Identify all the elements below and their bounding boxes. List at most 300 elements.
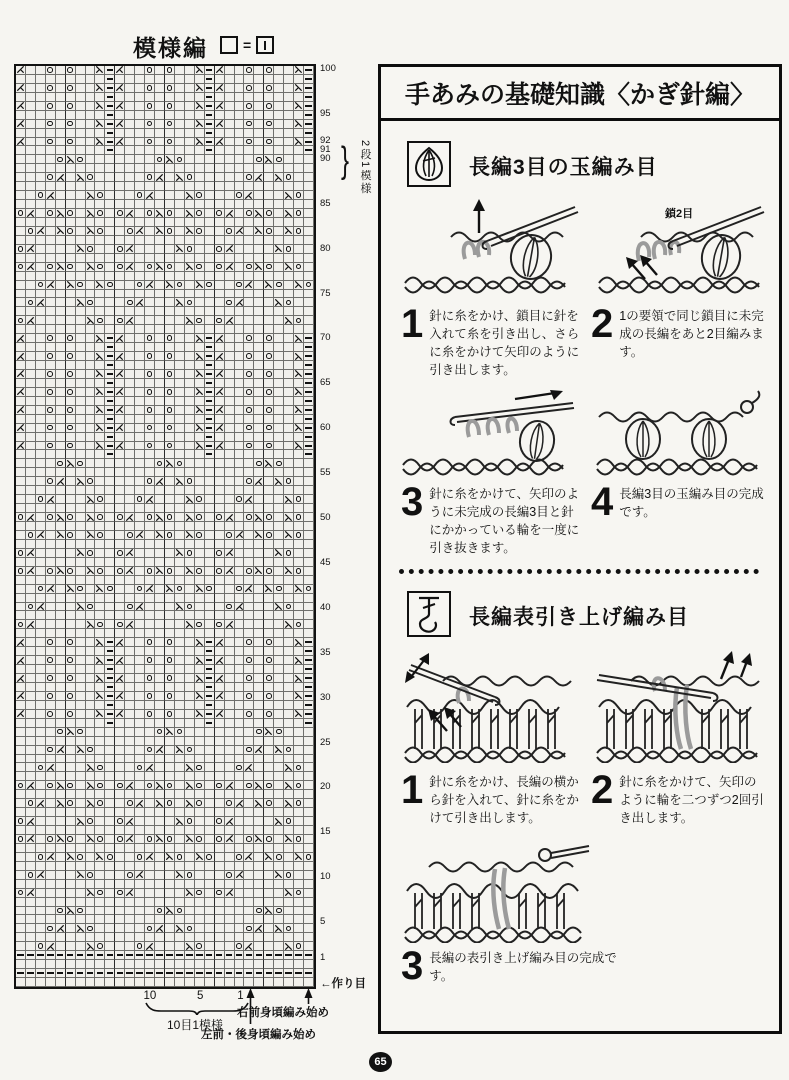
chart-cell xyxy=(304,361,314,370)
chart-cell xyxy=(155,522,165,531)
chart-cell xyxy=(66,728,76,737)
chart-cell xyxy=(205,513,215,522)
chart-cell xyxy=(235,513,245,522)
chart-cell xyxy=(254,728,264,737)
chart-cell xyxy=(155,576,165,585)
chart-cell xyxy=(264,862,274,871)
chart-cell xyxy=(105,960,115,969)
chart-cell xyxy=(125,585,135,594)
chart-cell xyxy=(175,75,185,84)
chart-cell xyxy=(195,290,205,299)
s2-step1 xyxy=(401,768,583,827)
chart-cell xyxy=(185,477,195,486)
chart-cell xyxy=(105,209,115,218)
chart-cell xyxy=(16,120,26,129)
chart-cell xyxy=(205,540,215,549)
chart-cell xyxy=(105,93,115,102)
chart-cell xyxy=(36,728,46,737)
chart-cell xyxy=(165,254,175,263)
chart-cell xyxy=(145,817,155,826)
chart-cell xyxy=(165,245,175,254)
chart-cell xyxy=(235,880,245,889)
chart-cell xyxy=(175,585,185,594)
chart-cell xyxy=(304,486,314,495)
chart-cell xyxy=(36,942,46,951)
chart-cell xyxy=(56,978,66,987)
chart-cell xyxy=(175,504,185,513)
chart-cell xyxy=(56,164,66,173)
chart-cell xyxy=(16,817,26,826)
chart-cell xyxy=(36,880,46,889)
chart-cell xyxy=(145,531,155,540)
chart-cell xyxy=(294,191,304,200)
chart-cell xyxy=(36,343,46,352)
chart-cell xyxy=(284,227,294,236)
chart-cell xyxy=(254,915,264,924)
chart-cell xyxy=(165,817,175,826)
chart-cell xyxy=(225,933,235,942)
chart-cell xyxy=(76,629,86,638)
chart-cell xyxy=(76,495,86,504)
chart-cell xyxy=(115,924,125,933)
chart-cell xyxy=(145,665,155,674)
chart-cell xyxy=(36,522,46,531)
chart-cell xyxy=(185,817,195,826)
chart-cell xyxy=(294,942,304,951)
chart-cell xyxy=(185,558,195,567)
chart-cell xyxy=(294,325,304,334)
chart-cell xyxy=(304,540,314,549)
chart-cell xyxy=(284,111,294,120)
chart-cell xyxy=(244,889,254,898)
chart-cell xyxy=(145,164,155,173)
chart-cell xyxy=(95,66,105,75)
chart-cell xyxy=(284,647,294,656)
chart-cell xyxy=(274,799,284,808)
chart-cell xyxy=(294,611,304,620)
chart-cell xyxy=(115,951,125,960)
chart-cell xyxy=(235,620,245,629)
chart-cell xyxy=(105,907,115,916)
step-number: 4 xyxy=(591,480,614,524)
chart-cell xyxy=(215,334,225,343)
chart-cell xyxy=(264,155,274,164)
chart-cell xyxy=(66,567,76,576)
chart-cell xyxy=(215,907,225,916)
chart-cell xyxy=(185,397,195,406)
chart-cell xyxy=(244,969,254,978)
chart-cell xyxy=(195,907,205,916)
chart-cell xyxy=(215,415,225,424)
chart-cell xyxy=(274,290,284,299)
chart-cell xyxy=(56,182,66,191)
chart-cell xyxy=(86,746,96,755)
chart-cell xyxy=(244,254,254,263)
chart-cell xyxy=(26,343,36,352)
chart-cell xyxy=(274,486,284,495)
chart-cell xyxy=(284,272,294,281)
chart-cell xyxy=(244,290,254,299)
chart-cell xyxy=(294,915,304,924)
chart-cell xyxy=(195,424,205,433)
chart-cell xyxy=(175,155,185,164)
chart-cell xyxy=(235,316,245,325)
chart-cell xyxy=(185,701,195,710)
chart-cell xyxy=(125,182,135,191)
chart-cell xyxy=(155,871,165,880)
chart-cell xyxy=(115,817,125,826)
chart-cell xyxy=(235,307,245,316)
chart-cell xyxy=(145,522,155,531)
chart-cell xyxy=(46,477,56,486)
chart-cell xyxy=(195,191,205,200)
chart-cell xyxy=(254,236,264,245)
chart-cell xyxy=(125,728,135,737)
chart-cell xyxy=(46,907,56,916)
chart-cell xyxy=(56,129,66,138)
chart-cell xyxy=(95,155,105,164)
chart-cell xyxy=(135,424,145,433)
chart-cell xyxy=(254,433,264,442)
chart-cell xyxy=(195,84,205,93)
chart-cell xyxy=(16,772,26,781)
chart-cell xyxy=(86,477,96,486)
chart-cell xyxy=(105,674,115,683)
chart-cell xyxy=(185,93,195,102)
chart-cell xyxy=(225,611,235,620)
chart-cell xyxy=(155,889,165,898)
chart-cell xyxy=(135,227,145,236)
chart-cell xyxy=(195,200,205,209)
chart-cell xyxy=(86,728,96,737)
chart-cell xyxy=(95,889,105,898)
chart-cell xyxy=(294,450,304,459)
chart-cell xyxy=(225,397,235,406)
chart-cell xyxy=(225,200,235,209)
chart-cell xyxy=(56,817,66,826)
chart-cell xyxy=(115,450,125,459)
chart-cell xyxy=(135,620,145,629)
chart-cell xyxy=(165,728,175,737)
chart-cell xyxy=(175,522,185,531)
chart-cell xyxy=(284,567,294,576)
chart-cell xyxy=(155,111,165,120)
chart-cell xyxy=(165,397,175,406)
chart-cell xyxy=(135,674,145,683)
chart-cell xyxy=(36,629,46,638)
chart-cell xyxy=(26,942,36,951)
chart-cell xyxy=(304,164,314,173)
chart-cell xyxy=(86,504,96,513)
chart-cell xyxy=(125,701,135,710)
chart-cell xyxy=(254,343,264,352)
chart-cell xyxy=(105,763,115,772)
s2-step2 xyxy=(591,768,767,827)
chart-cell xyxy=(225,173,235,182)
chart-cell xyxy=(26,370,36,379)
chart-cell xyxy=(304,129,314,138)
chart-cell xyxy=(195,75,205,84)
chart-cell xyxy=(36,611,46,620)
chart-cell xyxy=(135,585,145,594)
chart-cell xyxy=(155,468,165,477)
chart-cell xyxy=(244,352,254,361)
chart-cell xyxy=(195,603,205,612)
chart-cell xyxy=(155,281,165,290)
chart-cell xyxy=(145,889,155,898)
chart-cell xyxy=(304,889,314,898)
chart-cell xyxy=(155,361,165,370)
bobble-3dc-icon xyxy=(407,141,451,187)
chart-cell xyxy=(76,665,86,674)
chart-cell xyxy=(195,93,205,102)
chart-cell xyxy=(95,245,105,254)
chart-cell xyxy=(16,227,26,236)
chart-cell xyxy=(125,334,135,343)
chart-cell xyxy=(215,173,225,182)
chart-cell xyxy=(165,129,175,138)
chart-cell xyxy=(105,486,115,495)
chart-cell xyxy=(76,173,86,182)
chart-cell xyxy=(235,406,245,415)
chart-cell xyxy=(86,361,96,370)
chart-cell xyxy=(145,772,155,781)
chart-cell xyxy=(175,889,185,898)
chart-cell xyxy=(175,173,185,182)
chart-cell xyxy=(274,585,284,594)
chart-cell xyxy=(205,701,215,710)
chart-cell xyxy=(205,790,215,799)
chart-cell xyxy=(115,102,125,111)
chart-cell xyxy=(115,307,125,316)
chart-cell xyxy=(294,549,304,558)
chart-cell xyxy=(205,209,215,218)
chart-cell xyxy=(225,620,235,629)
chart-cell xyxy=(16,459,26,468)
chart-cell xyxy=(274,236,284,245)
chart-cell xyxy=(125,549,135,558)
chart-cell xyxy=(205,433,215,442)
chart-cell xyxy=(215,951,225,960)
chart-cell xyxy=(165,853,175,862)
chart-cell xyxy=(284,558,294,567)
chart-cell xyxy=(205,907,215,916)
chart-cell xyxy=(86,424,96,433)
chart-cell xyxy=(76,406,86,415)
chart-cell xyxy=(175,477,185,486)
chart-cell xyxy=(95,558,105,567)
chart-cell xyxy=(185,933,195,942)
chart-cell xyxy=(86,907,96,916)
chart-cell xyxy=(95,272,105,281)
chart-cell xyxy=(46,442,56,451)
chart-cell xyxy=(294,683,304,692)
chart-cell xyxy=(254,808,264,817)
chart-cell xyxy=(145,84,155,93)
chart-cell xyxy=(304,504,314,513)
chart-cell xyxy=(16,281,26,290)
chart-cell xyxy=(185,755,195,764)
chart-cell xyxy=(105,603,115,612)
chart-cell xyxy=(105,370,115,379)
chart-cell xyxy=(165,93,175,102)
chart-cell xyxy=(95,898,105,907)
chart-cell xyxy=(86,379,96,388)
chart-cell xyxy=(16,468,26,477)
chart-cell xyxy=(244,594,254,603)
chart-cell xyxy=(205,66,215,75)
chart-cell xyxy=(105,325,115,334)
chart-cell xyxy=(195,781,205,790)
chart-cell xyxy=(86,111,96,120)
chart-cell xyxy=(125,433,135,442)
chart-cell xyxy=(86,683,96,692)
chart-cell xyxy=(175,433,185,442)
chart-cell xyxy=(125,817,135,826)
chart-cell xyxy=(76,415,86,424)
chart-cell xyxy=(135,603,145,612)
chart-cell xyxy=(46,138,56,147)
chart-cell xyxy=(46,826,56,835)
chart-cell xyxy=(294,388,304,397)
chart-cell xyxy=(274,540,284,549)
chart-cell xyxy=(215,298,225,307)
chart-cell xyxy=(125,495,135,504)
chart-cell xyxy=(26,880,36,889)
chart-cell xyxy=(76,871,86,880)
chart-cell xyxy=(264,263,274,272)
chart-cell xyxy=(115,209,125,218)
chart-cell xyxy=(115,674,125,683)
chart-cell xyxy=(294,710,304,719)
chart-cell xyxy=(66,397,76,406)
chart-cell xyxy=(26,915,36,924)
chart-cell xyxy=(46,889,56,898)
chart-cell xyxy=(115,835,125,844)
chart-cell xyxy=(264,66,274,75)
chart-cell xyxy=(175,933,185,942)
chart-cell xyxy=(105,942,115,951)
chart-cell xyxy=(145,826,155,835)
chart-cell xyxy=(95,629,105,638)
chart-cell xyxy=(16,209,26,218)
chart-cell xyxy=(215,522,225,531)
chart-cell xyxy=(225,468,235,477)
chart-cell xyxy=(264,272,274,281)
chart-cell xyxy=(145,871,155,880)
chart-cell xyxy=(244,477,254,486)
chart-cell xyxy=(76,576,86,585)
chart-cell xyxy=(254,66,264,75)
chart-cell xyxy=(165,218,175,227)
chart-cell xyxy=(225,692,235,701)
chart-cell xyxy=(105,969,115,978)
chart-cell xyxy=(195,719,205,728)
chart-cell xyxy=(125,191,135,200)
chart-cell xyxy=(66,799,76,808)
chart-cell xyxy=(155,254,165,263)
chart-cell xyxy=(225,504,235,513)
chart-cell xyxy=(215,146,225,155)
chart-cell xyxy=(304,710,314,719)
chart-cell xyxy=(284,594,294,603)
chart-cell xyxy=(115,692,125,701)
chart-cell xyxy=(115,227,125,236)
chart-cell xyxy=(105,263,115,272)
chart-cell xyxy=(304,781,314,790)
chart-cell xyxy=(86,191,96,200)
chart-cell xyxy=(46,585,56,594)
chart-cell xyxy=(26,307,36,316)
chart-cell xyxy=(185,209,195,218)
chart-cell xyxy=(135,182,145,191)
chart-cell xyxy=(165,522,175,531)
chart-cell xyxy=(205,477,215,486)
chart-cell xyxy=(56,808,66,817)
chart-cell xyxy=(46,853,56,862)
chart-cell xyxy=(76,978,86,987)
chart-cell xyxy=(155,603,165,612)
chart-cell xyxy=(215,790,225,799)
chart-cell xyxy=(165,969,175,978)
chart-cell xyxy=(304,379,314,388)
chart-cell xyxy=(46,236,56,245)
chart-cell xyxy=(145,915,155,924)
chart-cell xyxy=(145,620,155,629)
chart-cell xyxy=(165,513,175,522)
chart-cell xyxy=(105,719,115,728)
chart-cell xyxy=(135,316,145,325)
chart-cell xyxy=(225,334,235,343)
chart-cell xyxy=(36,817,46,826)
chart-cell xyxy=(304,755,314,764)
chart-cell xyxy=(56,880,66,889)
chart-cell xyxy=(155,915,165,924)
chart-cell xyxy=(175,146,185,155)
chart-cell xyxy=(294,781,304,790)
chart-cell xyxy=(76,907,86,916)
chart-cell xyxy=(115,629,125,638)
chart-cell xyxy=(304,406,314,415)
chart-cell xyxy=(125,290,135,299)
chart-cell xyxy=(26,540,36,549)
chart-cell xyxy=(105,254,115,263)
chart-cell xyxy=(294,871,304,880)
chart-cell xyxy=(244,862,254,871)
chart-cell xyxy=(254,853,264,862)
chart-cell xyxy=(26,227,36,236)
chart-cell xyxy=(195,567,205,576)
chart-cell xyxy=(235,889,245,898)
chart-cell xyxy=(76,227,86,236)
chart-cell xyxy=(165,173,175,182)
chart-cell xyxy=(274,629,284,638)
chart-cell xyxy=(26,585,36,594)
chart-cell xyxy=(175,254,185,263)
chart-cell xyxy=(56,603,66,612)
chart-cell xyxy=(264,576,274,585)
chart-cell xyxy=(235,701,245,710)
chart-cell xyxy=(16,424,26,433)
chart-cell xyxy=(66,155,76,164)
chart-cell xyxy=(225,155,235,164)
chart-cell xyxy=(115,352,125,361)
chart-cell xyxy=(95,477,105,486)
chart-cell xyxy=(135,522,145,531)
chart-cell xyxy=(244,808,254,817)
chart-cell xyxy=(185,263,195,272)
chart-cell xyxy=(284,826,294,835)
